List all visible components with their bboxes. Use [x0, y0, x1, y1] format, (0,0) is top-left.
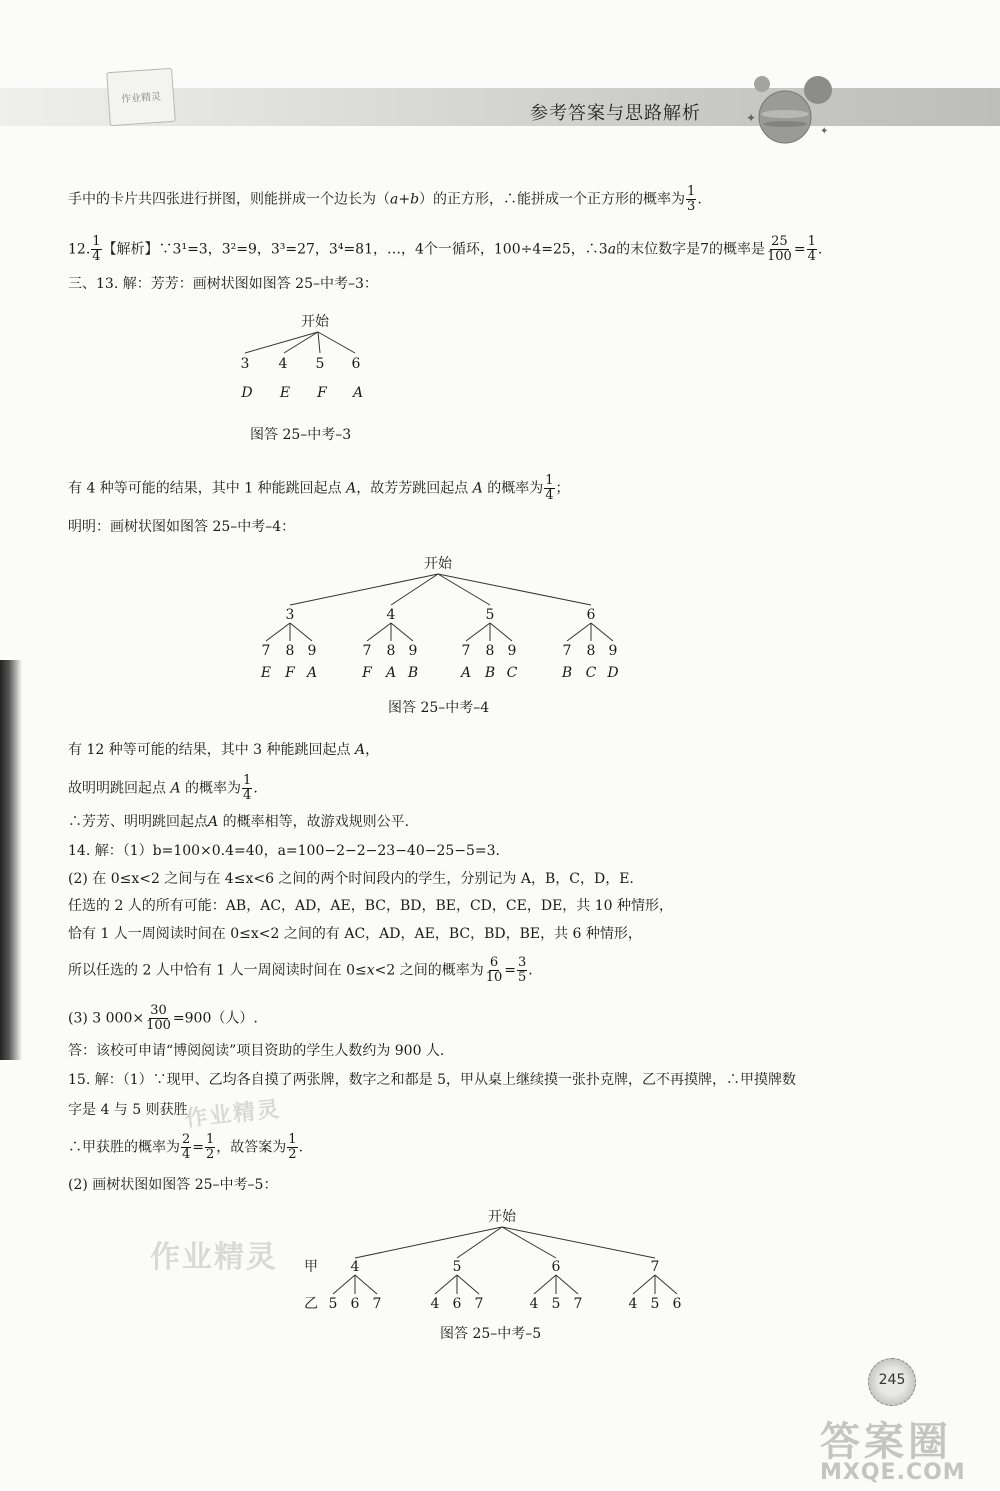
tree-diagram-3 [225, 310, 385, 405]
fraction-den: 10 [485, 970, 503, 985]
text: = [504, 962, 516, 979]
tree-node: 5 [485, 607, 495, 623]
text-var: A [346, 480, 357, 497]
header-logo-text: 作业精灵 [120, 91, 162, 106]
tree-node: 9 [408, 643, 418, 659]
text: 故明明跳回起点 [68, 780, 166, 797]
page-edge-shadow [0, 660, 22, 1060]
brand-logo: 答案圈 [820, 1419, 952, 1465]
fraction-num: 1 [545, 473, 554, 488]
tree-leaf: 6 [452, 1296, 462, 1312]
fraction [485, 956, 504, 985]
question-14-part-2: (2) 在 0≤x<2 之间与在 4≤x<6 之间的两个时间段内的学生，分别记为 A，B，C，D，E. [68, 871, 634, 887]
text: ，故答案为 [216, 1139, 287, 1156]
fraction-num: 1 [92, 234, 101, 249]
question-15-part-3 [68, 1133, 303, 1162]
fraction-den: 4 [243, 788, 252, 803]
paragraph-fair [68, 812, 409, 832]
fraction [205, 1133, 215, 1162]
question-15-part-1: 15. 解：（1）∵现甲、乙均各自摸了两张牌，数字之和都是 5，甲从桌上继续摸一张扑克牌，乙不再摸牌，∴甲摸牌数 [68, 1072, 796, 1088]
tree-node: 6 [351, 356, 361, 372]
tree-leaf: 4 [628, 1296, 638, 1312]
fraction-den: 5 [517, 970, 527, 985]
watermark: 作业精灵 [150, 1240, 278, 1275]
header-logo [106, 68, 176, 126]
fraction [91, 235, 101, 264]
fraction-num: 25 [771, 234, 788, 249]
text: ，故芳芳跳回起点 [356, 480, 469, 497]
text-var: x [366, 962, 375, 979]
tree-diagram-5 [295, 1205, 715, 1315]
tree-node: 5 [315, 356, 325, 372]
page-header-title: 参考答案与思路解析 [530, 103, 701, 124]
text: 有 4 种等可能的结果，其中 1 种能跳回起点 [68, 480, 342, 497]
svg-text:✦: ✦ [746, 111, 757, 125]
question-number: 12. [68, 241, 91, 258]
tree-leaf: A [385, 665, 397, 681]
text: . [298, 1139, 304, 1156]
text: =900（人）. [172, 1010, 258, 1027]
tree-leaf: E [260, 665, 272, 681]
text: = [192, 1139, 205, 1156]
tree-leaf: F [317, 385, 327, 401]
question-14-part-5 [68, 956, 533, 985]
tree-root-label: 开始 [301, 314, 329, 330]
tree-node: 7 [562, 643, 572, 659]
text-var: A [170, 780, 181, 797]
text-var: A [354, 742, 366, 758]
tree-leaf: 4 [529, 1296, 539, 1312]
text: . [697, 191, 702, 208]
watermark: 作业精灵 [184, 1097, 283, 1132]
fraction [544, 474, 554, 503]
tree-row-label: 甲 [304, 1259, 318, 1275]
tree-node: 4 [350, 1259, 360, 1275]
text: 的概率相等，故游戏规则公平. [222, 814, 410, 830]
page-number-badge [868, 1358, 916, 1406]
fraction-den: 4 [182, 1147, 191, 1162]
fraction [517, 956, 527, 985]
text-var: a+b [390, 191, 420, 208]
fraction-den: 4 [807, 249, 816, 264]
tree-leaf: 7 [372, 1296, 382, 1312]
tree-node: 7 [461, 643, 471, 659]
tree-leaf: 5 [328, 1296, 338, 1312]
tree-node: 9 [608, 643, 618, 659]
text-var: a [607, 241, 617, 258]
paragraph-1 [68, 185, 702, 214]
paragraph-fang [68, 474, 570, 503]
question-14-part-4: 恰有 1 人一周阅读时间在 0≤x<2 之间的有 AC，AD，AE，BC，BD，BE，共 6 种情形， [68, 926, 642, 942]
question-15-part-4: (2) 画树状图如图答 25–中考–5： [68, 1177, 278, 1193]
tree-node: 8 [586, 643, 596, 659]
fraction [181, 1133, 191, 1162]
text: 的末位数字是7的概率是 [616, 241, 765, 258]
tree-node: 8 [386, 643, 396, 659]
tree-node: 9 [307, 643, 317, 659]
page-number: 245 [878, 1372, 906, 1388]
text: 【解析】∵3¹=3，3²=9，3³=27，3⁴=81，…，4个一循环，100÷4=25，∴3 [102, 241, 608, 258]
text-var: A [208, 814, 219, 830]
text: <2 之间的概率为 [374, 962, 484, 979]
paragraph-12 [68, 740, 379, 760]
tree-leaf: B [407, 665, 419, 681]
text: 有 12 种等可能的结果，其中 3 种能跳回起点 [68, 742, 351, 758]
fraction-den: 100 [146, 1018, 171, 1033]
figure-caption-3: 图答 25–中考–3 [250, 427, 352, 443]
fraction-num: 1 [687, 184, 696, 199]
text: = [793, 241, 806, 258]
fraction [242, 774, 252, 803]
fraction [766, 235, 793, 264]
tree-node: 7 [362, 643, 372, 659]
tree-leaf: B [484, 665, 496, 681]
question-15-part-2: 字是 4 与 5 则获胜， [68, 1102, 202, 1118]
tree-leaf: 5 [650, 1296, 660, 1312]
question-13: 三、13. 解：芳芳：画树状图如图答 25–中考–3： [68, 276, 378, 292]
fraction-num: 6 [489, 955, 499, 970]
fraction-num: 1 [243, 773, 252, 788]
fraction-num: 2 [182, 1132, 191, 1147]
tree-leaf: C [585, 665, 597, 681]
tree-node: 3 [285, 607, 295, 623]
tree-root-label: 开始 [424, 556, 452, 572]
tree-node: 4 [278, 356, 288, 372]
text-var: A [472, 480, 483, 497]
question-14-part-6 [68, 1004, 258, 1033]
tree-leaf: D [607, 665, 619, 681]
tree-node: 6 [586, 607, 596, 623]
tree-leaf: 4 [430, 1296, 440, 1312]
text: . [253, 780, 258, 797]
fraction-den: 100 [767, 249, 792, 264]
tree-diagram-4 [250, 552, 650, 682]
tree-root-label: 开始 [488, 1209, 516, 1225]
figure-caption-4: 图答 25–中考–4 [388, 700, 490, 716]
tree-leaf: C [506, 665, 518, 681]
text: . [817, 241, 823, 258]
fraction [287, 1133, 297, 1162]
question-14-part-3: 任选的 2 人的所有可能：AB，AC，AD，AE，BC，BD，BE，CD，CE，DE，共 10 种情形， [68, 898, 673, 914]
tree-leaf: A [460, 665, 472, 681]
text: ； [555, 480, 570, 497]
fraction-num: 30 [150, 1003, 167, 1018]
tree-leaf: D [241, 385, 253, 401]
fraction-num: 1 [288, 1132, 297, 1147]
tree-node: 3 [240, 356, 250, 372]
text: ∴芳芳、明明跳回起点 [68, 814, 208, 830]
tree-leaf: B [561, 665, 573, 681]
tree-leaf: 6 [672, 1296, 682, 1312]
fraction-den: 3 [687, 199, 696, 214]
tree-leaf: F [362, 665, 372, 681]
tree-leaf: 5 [551, 1296, 561, 1312]
svg-text:✦: ✦ [820, 126, 829, 137]
text: ∴甲获胜的概率为 [68, 1139, 180, 1156]
tree-node: 8 [485, 643, 495, 659]
tree-leaf: E [279, 385, 291, 401]
fraction-den: 4 [92, 249, 101, 264]
fraction [686, 185, 696, 214]
brand-url: MXQE.COM [820, 1460, 966, 1485]
tree-node: 9 [507, 643, 517, 659]
text: 的概率为 [487, 480, 544, 497]
text: 手中的卡片共四张进行拼图，则能拼成一个边长为（ [68, 191, 390, 208]
paragraph-ming: 明明：画树状图如图答 25–中考–4： [68, 519, 296, 535]
question-12 [68, 235, 822, 264]
text: 的概率为 [185, 780, 242, 797]
text: ）的正方形，∴能拼成一个正方形的概率为 [419, 191, 686, 208]
text: . [528, 962, 533, 979]
tree-leaf: A [352, 385, 364, 401]
fraction-num: 1 [807, 234, 816, 249]
text: (3) 3 000× [68, 1010, 145, 1027]
fraction [807, 235, 817, 264]
tree-leaf: A [306, 665, 318, 681]
text: ， [365, 742, 380, 758]
question-14-part-1: 14. 解：（1）b=100×0.4=40，a=100−2−2−23−40−25−5=3. [68, 843, 501, 859]
text: 所以任选的 2 人中恰有 1 人一周阅读时间在 0≤ [68, 962, 367, 979]
tree-leaf: 7 [474, 1296, 484, 1312]
planets-icon [740, 62, 840, 162]
tree-node: 4 [386, 607, 396, 623]
tree-node: 6 [551, 1259, 561, 1275]
fraction-den: 4 [545, 488, 554, 503]
tree-row-label: 乙 [304, 1296, 318, 1312]
tree-leaf: F [285, 665, 295, 681]
fraction [145, 1004, 172, 1033]
tree-node: 5 [452, 1259, 462, 1275]
fraction-num: 3 [517, 955, 527, 970]
paragraph-gu [68, 774, 258, 803]
figure-caption-5: 图答 25–中考–5 [440, 1326, 542, 1342]
fraction-den: 2 [206, 1147, 215, 1162]
fraction-den: 2 [288, 1147, 297, 1162]
fraction-num: 1 [206, 1132, 215, 1147]
tree-leaf: 6 [350, 1296, 360, 1312]
tree-node: 8 [285, 643, 295, 659]
tree-leaf: 7 [573, 1296, 583, 1312]
tree-node: 7 [650, 1259, 660, 1275]
question-14-answer: 答：该校可申请“博阅阅读”项目资助的学生人数约为 900 人. [68, 1043, 445, 1059]
tree-node: 7 [261, 643, 271, 659]
